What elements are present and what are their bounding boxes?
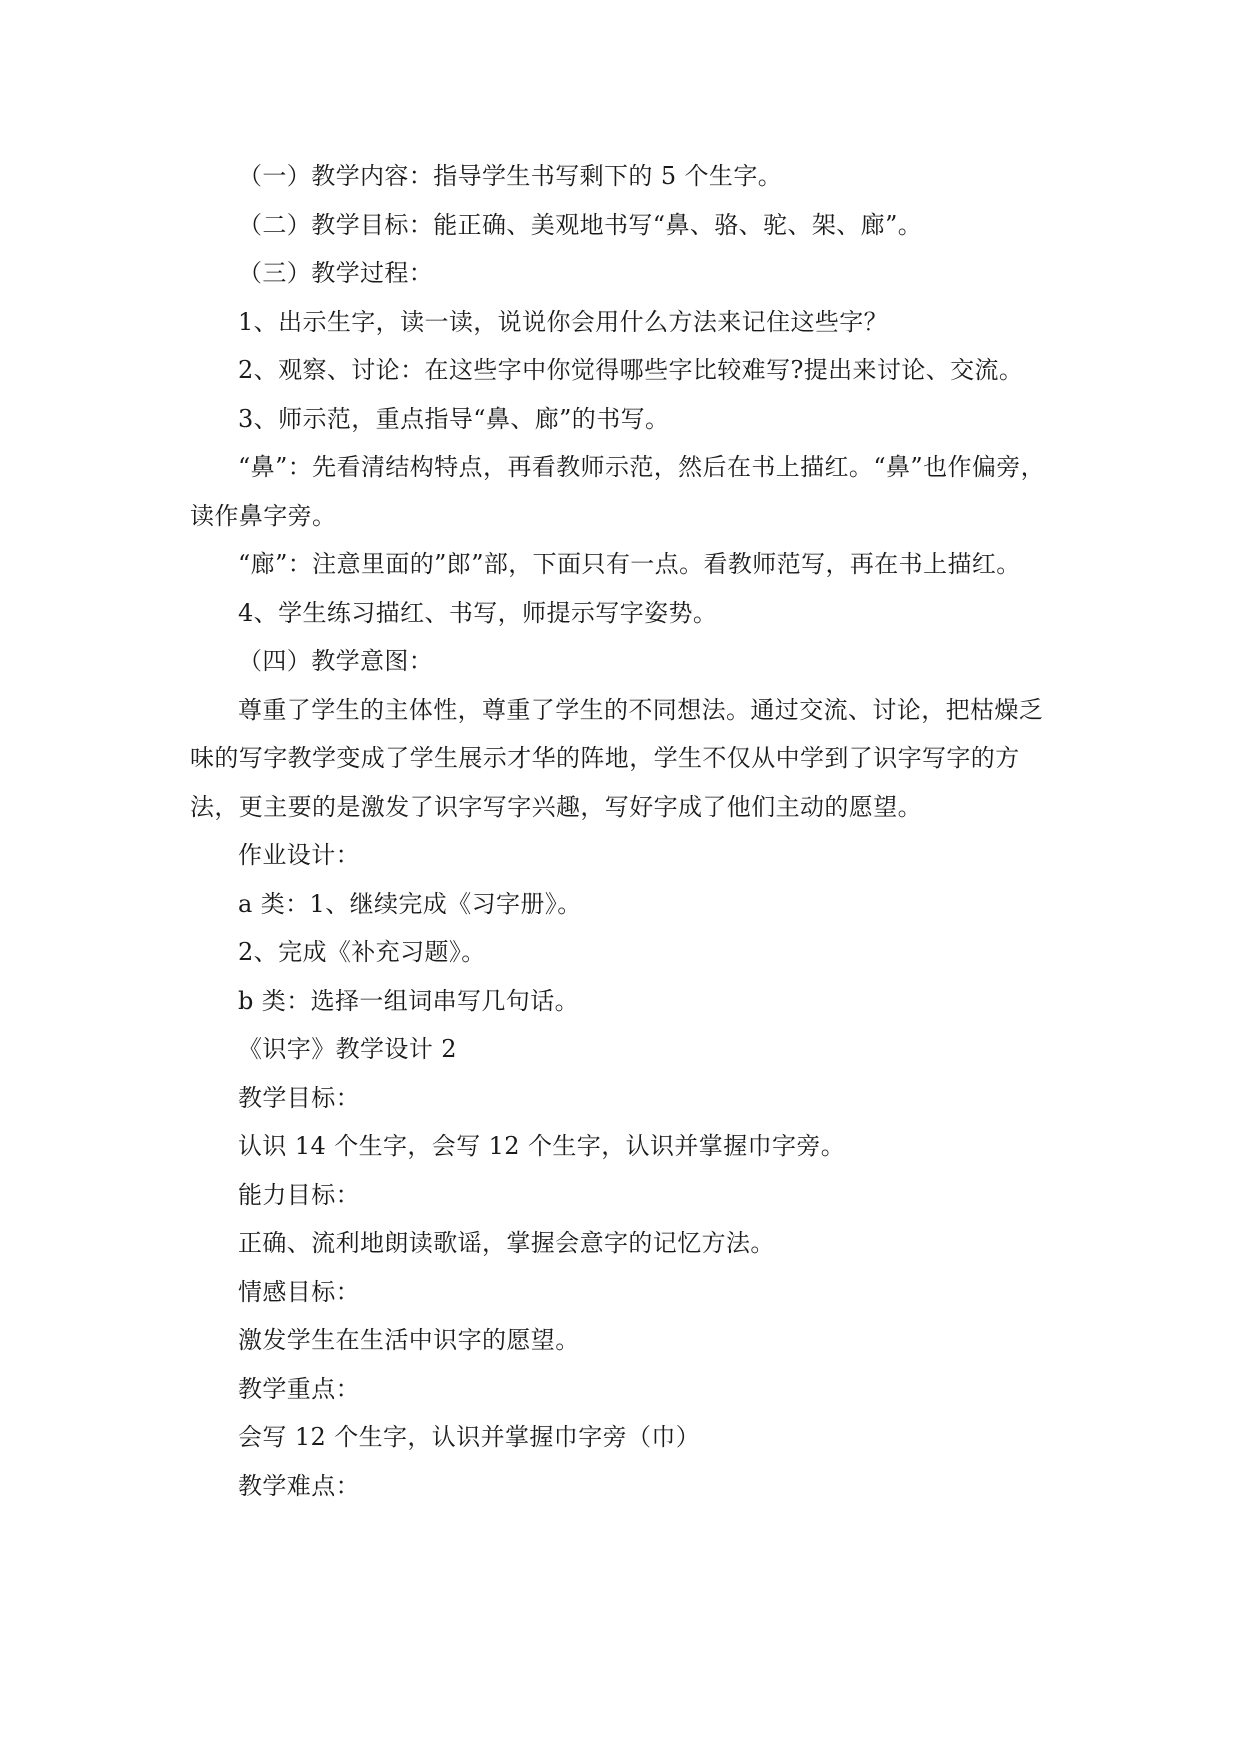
paragraph-difficult-points: 教学难点： <box>238 1471 360 1500</box>
paragraph-step-4: 4、学生练习描红、书写，师提示写字姿势。 <box>238 598 718 627</box>
paragraph-step-1: 1、出示生字，读一读，说说你会用什么方法来记住这些字？ <box>238 307 889 336</box>
paragraph-ability-goal: 能力目标： <box>238 1180 360 1209</box>
paragraph-key-points: 教学重点： <box>238 1374 360 1403</box>
paragraph-objectives-body: 认识 14 个生字，会写 12 个生字，认识并掌握巾字旁。 <box>238 1132 846 1160</box>
section-title-design-2: 《识字》教学设计 2 <box>238 1035 457 1063</box>
paragraph-teaching-content: （一）教学内容：指导学生书写剩下的 5 个生字。 <box>238 162 783 190</box>
paragraph-key-points-body: 会写 12 个生字，认识并掌握巾字旁（巾） <box>238 1423 701 1451</box>
paragraph-teaching-objectives: 教学目标： <box>238 1083 360 1112</box>
paragraph-homework-design: 作业设计： <box>238 841 360 869</box>
document-body <box>190 152 1052 1510</box>
paragraph-teaching-intent: （四）教学意图： <box>238 647 434 675</box>
paragraph-intent-body: 尊重了学生的主体性，尊重了学生的不同想法。通过交流、讨论，把枯燥乏味的写字教学变成了学生展示才华的阵地，学生不仅从中学到了识字写字的方法，更主要的是激发了识字写字兴趣，写好字成了他们主动的愿望。 <box>190 695 1044 821</box>
paragraph-emotion-body: 激发学生在生活中识字的愿望。 <box>238 1326 580 1354</box>
paragraph-lang-character: “廊”：注意里面的”郎”部，下面只有一点。看教师范写，再在书上描红。 <box>238 550 1021 578</box>
paragraph-emotion-goal: 情感目标： <box>238 1277 360 1306</box>
paragraph-homework-b: b 类：选择一组词串写几句话。 <box>238 986 579 1015</box>
paragraph-ability-body: 正确、流利地朗读歌谣，掌握会意字的记忆方法。 <box>238 1229 775 1257</box>
paragraph-step-2: 2、观察、讨论：在这些字中你觉得哪些字比较难写?提出来讨论、交流。 <box>238 356 1024 384</box>
paragraph-step-3: 3、师示范，重点指导“鼻、廊”的书写。 <box>238 404 670 433</box>
paragraph-bi-character: “鼻”：先看清结构特点，再看教师示范，然后在书上描红。“鼻”也作偏旁，读作鼻字旁。 <box>190 453 1046 530</box>
paragraph-teaching-process: （三）教学过程： <box>238 259 434 287</box>
paragraph-homework-a1: a 类：1、继续完成《习字册》。 <box>238 889 582 918</box>
paragraph-teaching-goal: （二）教学目标：能正确、美观地书写“鼻、骆、驼、架、廊”。 <box>238 210 923 239</box>
paragraph-homework-a2: 2、完成《补充习题》。 <box>238 938 486 966</box>
